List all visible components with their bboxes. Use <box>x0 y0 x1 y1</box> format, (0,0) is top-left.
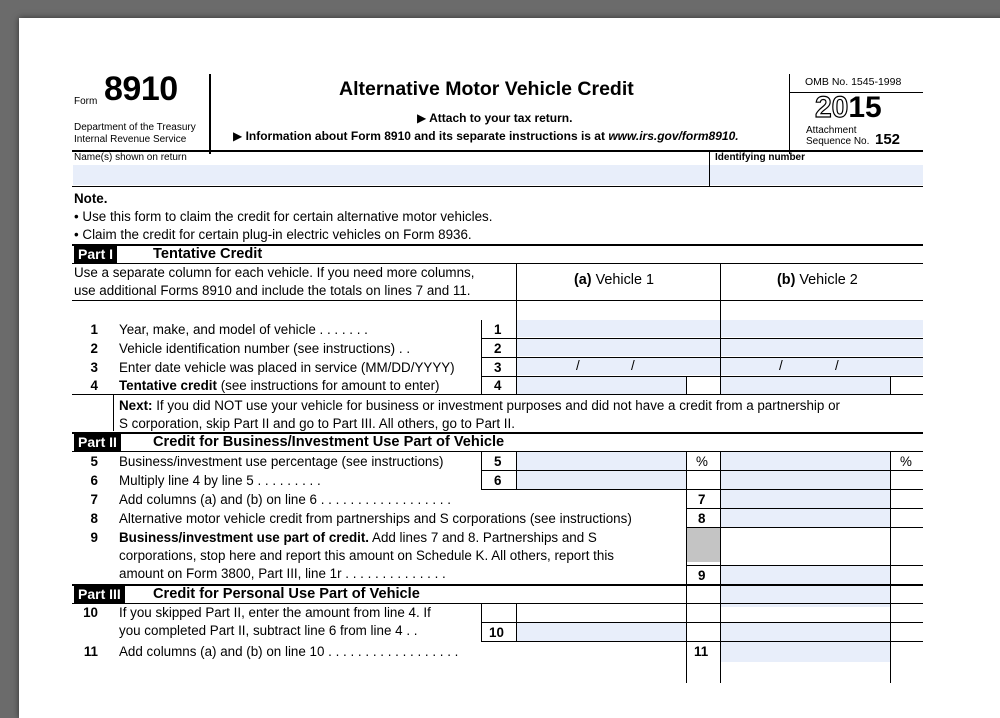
line-10-number: 10 <box>83 605 98 620</box>
form-page: Form 8910 Department of the Treasury Internal Revenue Service Alternative Motor Vehicle Credit ▶ Attach to your tax return. ▶ Information about Form 8910 and its separate instructions is at www.irs.gov/form8910. OMB No. 1545-1998 2015 Attachment Sequence No. 152 Name(s) shown on return Identifying number Note. • Use this form to claim the credit for certain alternative motor vehicles. • Claim the credit for certain plug-in electric vehicles on Form 8936. Part I Tentative Credit Use a separate column for each vehicle. If you need more columns, use additional Forms 8910 and include the totals on lines 7 and 11. (a) Vehicle 1 (b) Vehicle 2 / / / / 1 Year, make, and model of vehicle . . . . . . . 1 2 Vehicle identification number (see instructions) . . 2 3 Enter date vehicle was placed in service (MM/DD/YYYY) 3 4 Tentative credit (see instructions for amount to enter) 4 Next: If you did NOT use your vehicle for business or investment purposes and did not have a credit from a partnership or S corporation, skip Part II and go to Part III. All others, go to Part II. Part II Credit for Business/Investment Use Part of Vehicle % % 5 Business/investment use percentage (see instructions) 5 6 Multiply line 4 by line 5 . . . . . . . . . 6 7 Add columns (a) and (b) on line 6 . . . . . . . . . . . . . . . . . . 7 8 Alternative motor vehicle credit from partnerships and S corporations (see instructions) 8 9 Business/investment use part of credit. Add lines 7 and 8. Partnerships and S corporations, stop here and report this amount on Schedule K. All others, report this amount on Form 3800, Part III, line 1r . . . . . . . . . . . . . . 9 Part III Credit for Personal Use Part of Vehicle 10 If you skipped Part II, enter the amount from line 4. If you completed Part II, subtract line 6 from line 4 . . 10 11 Add columns (a) and (b) on line 10 . . . . . . . . . . . . . . . . . . 11 <box>19 18 1000 718</box>
line9-total-field[interactable] <box>721 566 890 607</box>
line-8-label: Alternative motor vehicle credit from partnerships and S corporations (see instructions) <box>119 511 632 526</box>
line-8-number: 8 <box>90 511 98 526</box>
line-4-box: 4 <box>494 378 502 393</box>
line-3-box: 3 <box>494 360 502 375</box>
part2-tag: Part II <box>74 434 121 451</box>
part1-tag: Part I <box>74 246 117 263</box>
note-bullet-1: • Use this form to claim the credit for certain alternative motor vehicles. <box>74 209 493 224</box>
line-10-label-1: If you skipped Part II, enter the amount from line 4. If <box>119 605 431 620</box>
note-heading: Note. <box>74 191 108 206</box>
line-7-number: 7 <box>90 492 98 507</box>
part3-tag: Part III <box>74 586 125 603</box>
line5-pct-a: % <box>696 454 708 469</box>
line-5-box: 5 <box>494 454 502 469</box>
line7-total-field[interactable] <box>721 490 890 508</box>
line-11-label: Add columns (a) and (b) on line 10 . . . . . . . . . . . . . . . . . . <box>119 644 459 659</box>
line2-vehicle2-field[interactable] <box>721 339 923 356</box>
next-instruction-2: S corporation, skip Part II and go to Part III. All others, go to Part II. <box>119 416 515 431</box>
note-bullet-2: • Claim the credit for certain plug-in electric vehicles on Form 8936. <box>74 227 472 242</box>
part1-intro-2: use additional Forms 8910 and include the totals on lines 7 and 11. <box>74 283 471 298</box>
line-11-box: 11 <box>694 644 709 659</box>
line10-vehicle2-field[interactable] <box>721 623 890 641</box>
line8-total-field[interactable] <box>721 509 890 527</box>
line5-vehicle2-field[interactable] <box>721 452 890 470</box>
name-label: Name(s) shown on return <box>74 152 187 163</box>
next-instruction-1: Next: If you did NOT use your vehicle for business or investment purposes and did not have a credit from a partnership or <box>119 398 840 413</box>
info-line: ▶ Information about Form 8910 and its separate instructions is at www.irs.gov/form8910. <box>233 129 739 143</box>
line-6-box: 6 <box>494 473 502 488</box>
line1-vehicle1-field[interactable] <box>517 320 720 337</box>
line-2-box: 2 <box>494 341 502 356</box>
line10-vehicle1-field[interactable] <box>517 623 686 641</box>
line6-vehicle1-field[interactable] <box>517 471 686 489</box>
omb-number: OMB No. 1545-1998 <box>805 76 902 88</box>
attach-instruction: ▶ Attach to your tax return. <box>417 111 573 125</box>
part1-title: Tentative Credit <box>153 246 263 262</box>
line1-vehicle2-field[interactable] <box>721 320 923 337</box>
line-9-box: 9 <box>698 568 706 583</box>
tax-year: 2015 <box>815 91 882 124</box>
line-8-box: 8 <box>698 511 706 526</box>
line-3-number: 3 <box>90 360 98 375</box>
line-2-label: Vehicle identification number (see instructions) . . <box>119 341 411 356</box>
line-1-label: Year, make, and model of vehicle . . . . . . . <box>119 322 368 337</box>
form-title: Alternative Motor Vehicle Credit <box>339 78 634 100</box>
line5-vehicle1-field[interactable] <box>517 452 686 470</box>
line6-vehicle2-field[interactable] <box>721 471 890 489</box>
form-number: 8910 <box>104 70 178 108</box>
line-10-box: 10 <box>489 625 504 640</box>
sequence-number: 152 <box>875 131 901 148</box>
line-5-number: 5 <box>90 454 98 469</box>
dept-irs: Internal Revenue Service <box>74 134 187 145</box>
line-7-label: Add columns (a) and (b) on line 6 . . . . . . . . . . . . . . . . . . <box>119 492 451 507</box>
line4-vehicle1-field[interactable] <box>517 377 686 394</box>
line5-pct-b: % <box>900 454 912 469</box>
part3-title: Credit for Personal Use Part of Vehicle <box>153 586 420 602</box>
line-6-number: 6 <box>90 473 98 488</box>
attachment-label: Attachment <box>806 125 857 136</box>
line-4-label: Tentative credit (see instructions for amount to enter) <box>119 378 440 393</box>
line-9-label-2: corporations, stop here and report this amount on Schedule K. All others, report this <box>119 548 614 563</box>
line-9-label-1: Business/investment use part of credit. Add lines 7 and 8. Partnerships and S <box>119 530 597 545</box>
dept-treasury: Department of the Treasury <box>74 122 196 133</box>
line-1-number: 1 <box>90 322 98 337</box>
line-5-label: Business/investment use percentage (see instructions) <box>119 454 444 469</box>
line-4-number: 4 <box>90 378 98 393</box>
line4-vehicle2-field[interactable] <box>721 377 890 394</box>
line-10-label-2: you completed Part II, subtract line 6 from line 4 . . <box>119 623 418 638</box>
line-9-label-3: amount on Form 3800, Part III, line 1r . . . . . . . . . . . . . . <box>119 566 446 581</box>
line-11-number: 11 <box>83 644 98 659</box>
id-number-label: Identifying number <box>715 152 805 163</box>
line-1-box: 1 <box>494 322 502 337</box>
line2-vehicle1-field[interactable] <box>517 339 720 356</box>
name-field[interactable] <box>73 165 709 185</box>
form-label: Form <box>74 96 98 107</box>
line-2-number: 2 <box>90 341 98 356</box>
line-7-box: 7 <box>698 492 706 507</box>
sequence-label: Sequence No. <box>806 136 870 147</box>
line-6-label: Multiply line 4 by line 5 . . . . . . . . . <box>119 473 321 488</box>
line3-vehicle1-field[interactable] <box>517 358 720 375</box>
line3-vehicle2-field[interactable] <box>721 358 923 375</box>
irs-url[interactable]: www.irs.gov/form8910. <box>608 129 739 143</box>
column-a-header: (a) Vehicle 1 <box>574 272 654 288</box>
line11-total-field[interactable] <box>721 642 890 662</box>
part2-title: Credit for Business/Investment Use Part of Vehicle <box>153 434 505 450</box>
line-3-label: Enter date vehicle was placed in service (MM/DD/YYYY) <box>119 360 455 375</box>
line-9-number: 9 <box>90 530 98 545</box>
column-b-header: (b) Vehicle 2 <box>777 272 858 288</box>
id-number-field[interactable] <box>710 165 923 185</box>
part1-intro-1: Use a separate column for each vehicle. If you need more columns, <box>74 265 475 280</box>
